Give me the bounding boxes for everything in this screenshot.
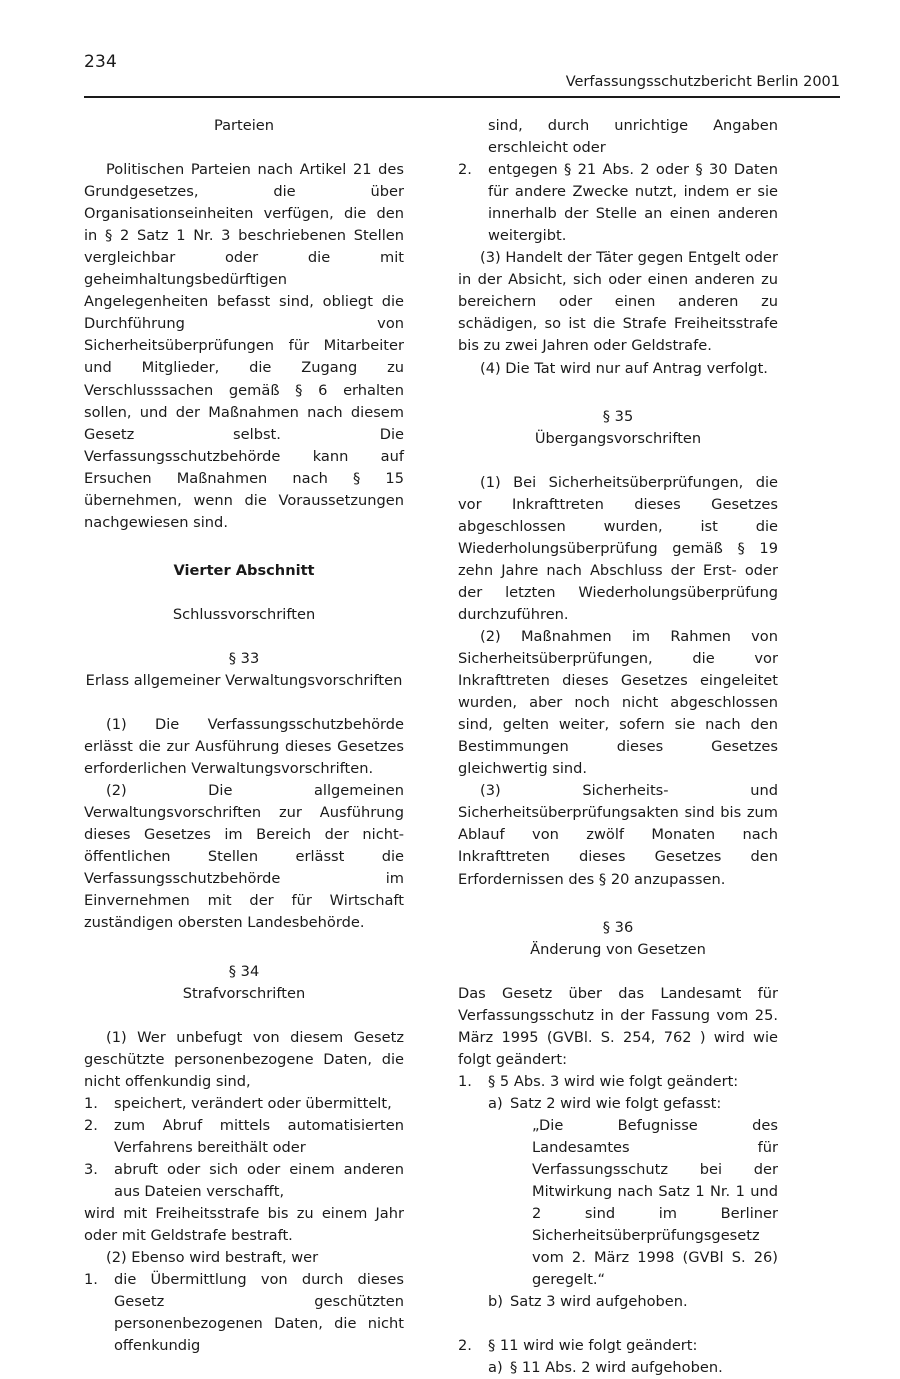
list-marker: 1. [84, 1094, 98, 1112]
list-item-text: § 11 Abs. 2 wird aufgehoben. [510, 1359, 723, 1377]
paragraph-parteien: Politischen Parteien nach Artikel 21 des Grundgesetzes, die über Organisationseinheiten verfügen, die den in § 2 Satz 1 Nr. 3 beschriebenen Stellen vergleichbar oder die mit geheimhaltungsbedürftigen Angelegenheiten befasst sind, obliegt die Durchführung von Sicherheitsüberprüfungen für Mitarbeiter und Mitglieder, die Zugang zu Verschlusssachen gemäß § 6 erhalten sollen, und der Maßnahmen nach diesem Gesetz selbst. Die Verfassungsschutzbehörde kann auf Ersuchen Maßnahmen nach § 15 übernehmen, wenn die Voraussetzungen nachgewiesen sind. [84, 161, 404, 531]
list-item [458, 1071, 778, 1093]
list-item [458, 159, 778, 247]
list-item-text: Satz 3 wird aufgehoben. [510, 1293, 688, 1311]
paragraph-34-absatz-2-intro: (2) Ebenso wird bestraft, wer [106, 1249, 319, 1267]
list-item-continuation [458, 115, 778, 159]
list-item-text: Satz 2 wird wie folgt gefasst: [510, 1094, 722, 1112]
header-rule [84, 96, 840, 98]
list-item-text: abruft oder sich oder einem anderen aus Dateien verschafft, [114, 1160, 404, 1200]
heading-paragraph-36-number: § 36 [602, 918, 634, 936]
heading-paragraph-34-title: Strafvorschriften [182, 984, 306, 1002]
list-item [84, 1159, 404, 1203]
paragraph-34-absatz-1-intro: (1) Wer unbefugt von diesem Gesetz geschützte personenbezogene Daten, die nicht offenkundig sind, [84, 1028, 404, 1090]
paragraph-36-intro: Das Gesetz über das Landesamt für Verfassungsschutz in der Fassung vom 25. März 1995 (GVBl. S. 254, 762 ) wird wie folgt geändert: [458, 984, 778, 1068]
list-item [84, 1269, 404, 1357]
heading-paragraph-36-title: Änderung von Gesetzen [530, 940, 706, 958]
list-marker: 1. [84, 1271, 98, 1289]
paragraph-33-absatz-2: (2) Die allgemeinen Verwaltungsvorschriften zur Ausführung dieses Gesetzes im Bereich der nicht-öffentlichen Stellen erlässt die Verfassungsschutzbehörde im Einvernehmen mit der für Wirtschaft zuständigen obersten Landesbehörde. [84, 782, 404, 932]
spacer [84, 935, 404, 961]
list-item [84, 1093, 404, 1115]
list-marker: 3. [84, 1160, 98, 1178]
list-item [458, 1357, 778, 1379]
list-item-text: § 5 Abs. 3 wird wie folgt geändert: [488, 1072, 739, 1090]
spacer [458, 961, 778, 983]
list-item-text: speichert, verändert oder übermittelt, [114, 1094, 392, 1112]
list-marker: b) [488, 1293, 503, 1311]
spacer [84, 534, 404, 560]
heading-parteien: Parteien [213, 117, 275, 134]
spacer [458, 380, 778, 406]
spacer [458, 891, 778, 917]
heading-paragraph-35-number: § 35 [602, 407, 634, 425]
paragraph-35-absatz-3: (3) Sicherheits- und Sicherheitsüberprüfungsakten sind bis zum Ablauf von zwölf Monaten nach Inkrafttreten dieses Gesetzes den Erfordernissen des § 20 anzupassen. [458, 782, 778, 888]
list-item [84, 1115, 404, 1159]
list-marker: a) [488, 1094, 503, 1112]
spacer [84, 1005, 404, 1027]
left-column [84, 115, 404, 1357]
spacer [458, 1313, 778, 1335]
running-title: Verfassungsschutzbericht Berlin 2001 [565, 74, 840, 90]
quoted-amendment-text [458, 1115, 778, 1291]
list-marker: a) [488, 1359, 503, 1377]
paragraph-35-absatz-1: (1) Bei Sicherheitsüberprüfungen, die vor Inkrafttreten dieses Gesetzes abgeschlossen wurden, ist die Wiederholungsüberprüfung gemäß § 19 zehn Jahre nach Abschluss der Erst- oder der letzten Wiederholungsüberprüfung durchzuführen. [458, 473, 778, 623]
list-item-text: sind, durch unrichtige Angaben erschleicht oder [488, 117, 778, 157]
list-item [458, 1335, 778, 1357]
paragraph-34-absatz-3: (3) Handelt der Täter gegen Entgelt oder in der Absicht, sich oder einen anderen zu bereichern oder einen anderen zu schädigen, so ist die Strafe Freiheitsstrafe bis zu zwei Jahren oder Geldstrafe. [458, 249, 778, 355]
list-item-text: zum Abruf mittels automatisierten Verfahrens bereithält oder [114, 1116, 404, 1156]
page-header [84, 52, 840, 96]
page-number: 234 [84, 52, 118, 72]
spacer [84, 582, 404, 604]
quote-text: „Die Befugnisse des Landesamtes für Verfassungsschutz bei der Mitwirkung nach Satz 1 Nr. 1 und 2 sind im Berliner Sicherheitsüberprüfungsgesetz vom 2. März 1998 (GVBl S. 26) geregelt.“ [532, 1116, 778, 1289]
spacer [458, 450, 778, 472]
heading-paragraph-33-number: § 33 [228, 649, 260, 667]
paragraph-33-absatz-1: (1) Die Verfassungsschutzbehörde erlässt die zur Ausführung dieses Gesetzes erforderlichen Verwaltungsvorschriften. [84, 716, 404, 778]
spacer [84, 137, 404, 159]
list-item-text: entgegen § 21 Abs. 2 oder § 30 Daten für andere Zwecke nutzt, indem er sie innerhalb der Stelle an einen anderen weitergibt. [488, 161, 778, 245]
body-columns [84, 115, 778, 1377]
list-marker: 2. [84, 1116, 98, 1134]
paragraph-35-absatz-2: (2) Maßnahmen im Rahmen von Sicherheitsüberprüfungen, die vor Inkrafttreten dieses Gesetzes eingeleitet wurden, aber noch nicht abgeschlossen sind, gelten weiter, sofern sie nach den Bestimmungen dieses Gesetzes gleichwertig sind. [458, 627, 778, 778]
heading-paragraph-34-number: § 34 [228, 962, 260, 980]
spacer [84, 626, 404, 648]
list-item [458, 1291, 778, 1313]
list-item [458, 1093, 778, 1115]
paragraph-34-absatz-4: (4) Die Tat wird nur auf Antrag verfolgt. [480, 359, 768, 377]
spacer [84, 692, 404, 714]
list-marker: 2. [458, 161, 472, 179]
heading-vierter-abschnitt: Vierter Abschnitt [173, 561, 315, 579]
heading-schlussvorschriften: Schlussvorschriften [172, 605, 316, 623]
list-item-text: § 11 wird wie folgt geändert: [488, 1337, 698, 1355]
heading-paragraph-33-title: Erlass allgemeiner Verwaltungsvorschriften [85, 671, 403, 689]
heading-paragraph-35-title: Übergangsvorschriften [534, 429, 702, 447]
list-marker: 2. [458, 1337, 472, 1355]
list-item-text: die Übermittlung von durch dieses Gesetz geschützten personenbezogenen Daten, die nicht offenkundig [114, 1271, 404, 1355]
list-marker: 1. [458, 1072, 472, 1090]
paragraph-34-absatz-1-tail: wird mit Freiheitsstrafe bis zu einem Jahr oder mit Geldstrafe bestraft. [84, 1204, 404, 1245]
right-column [458, 115, 778, 1379]
